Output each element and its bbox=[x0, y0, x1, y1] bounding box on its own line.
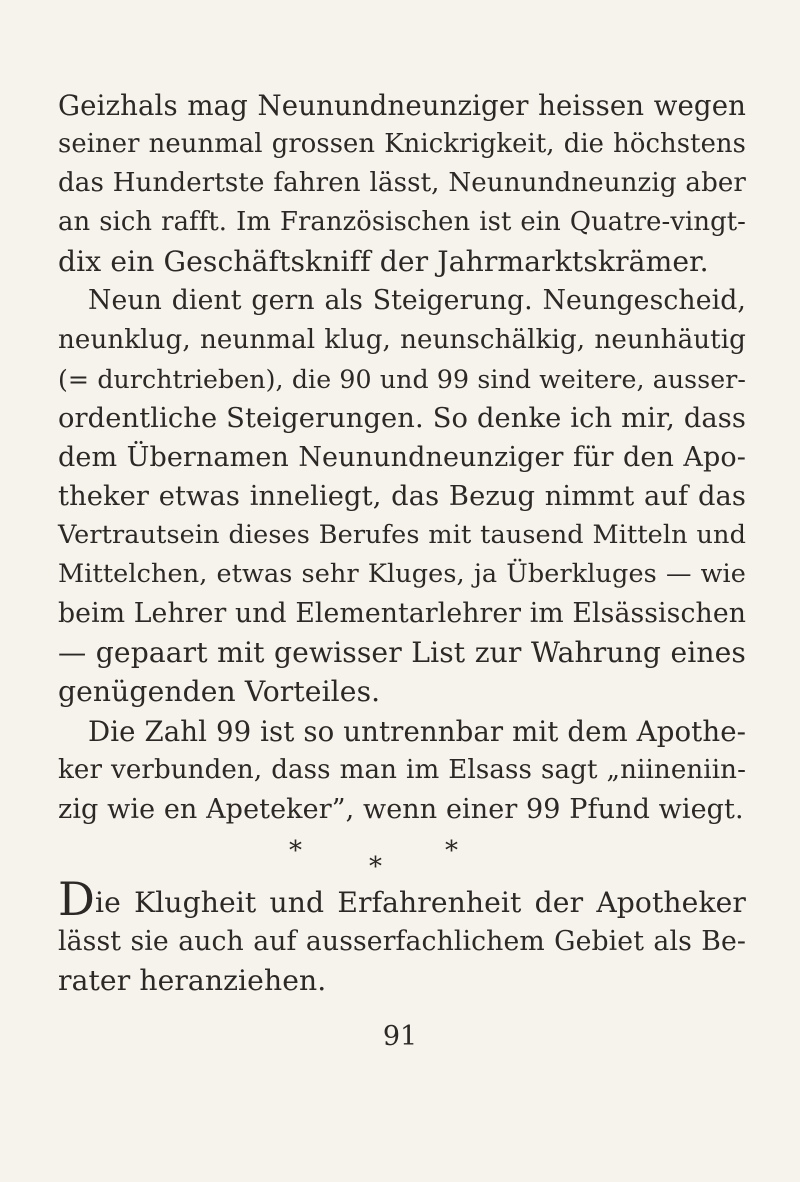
text-line: Die Zahl 99 ist so untrennbar mit dem Apothe- bbox=[88, 714, 747, 748]
text-line: ker verbunden, dass man im Elsass sagt „niineniin- bbox=[58, 754, 746, 785]
text-line: seiner neunmal grossen Knickrigkeit, die höchstens bbox=[58, 129, 746, 160]
text-line: (= durchtrieben), die 90 und 99 sind weitere, ausser- bbox=[58, 364, 746, 394]
section-text bbox=[58, 872, 746, 1000]
text-line: rater heranziehen. bbox=[58, 964, 327, 998]
text-line: Neun dient gern als Steigerung. Neungescheid, bbox=[88, 285, 746, 317]
page-number: 91 bbox=[382, 1021, 418, 1052]
text-line: theker etwas inneliegt, das Bezug nimmt auf das bbox=[58, 480, 746, 512]
text-line: an sich rafft. Im Französischen ist ein Quatre-vingt- bbox=[58, 207, 746, 238]
asterisk-left: * bbox=[289, 836, 302, 866]
text-line: beim Lehrer und Elementarlehrer im Elsässischen bbox=[58, 598, 746, 630]
asterisk-center: * bbox=[369, 852, 382, 882]
text-line: genügenden Vorteiles. bbox=[58, 675, 381, 709]
body-text bbox=[58, 86, 746, 829]
drop-cap: D bbox=[58, 872, 95, 926]
text-line: das Hundertste fahren lässt, Neunundneunzig aber bbox=[58, 168, 746, 199]
text-line: ordentliche Steigerungen. So denke ich mir, dass bbox=[58, 402, 746, 434]
text-line: Geizhals mag Neunundneunziger heissen wegen bbox=[58, 89, 746, 122]
text-line: neunklug, neunmal klug, neunschälkig, neunhäutig bbox=[58, 324, 746, 355]
text-line: dem Übernamen Neunundneunziger für den Apo- bbox=[58, 441, 746, 473]
text-line: lässt sie auch auf ausserfachlichem Gebiet als Be- bbox=[58, 926, 746, 958]
text-line: — gepaart mit gewisser List zur Wahrung eines bbox=[58, 636, 746, 670]
text-line: dix ein Geschäftskniff der Jahrmarktskrämer. bbox=[58, 245, 709, 279]
text-line-rest: ie Klugheit und Erfahrenheit der Apotheker bbox=[94, 886, 746, 919]
asterisk-right: * bbox=[445, 836, 458, 866]
text-line: Vertrautsein dieses Berufes mit tausend Mitteln und bbox=[58, 520, 746, 551]
text-line: zig wie en Apeteker”, wenn einer 99 Pfund wiegt. bbox=[58, 793, 744, 825]
text-line: Mittelchen, etwas sehr Kluges, ja Überkluges — wie bbox=[58, 559, 746, 590]
text-line-first bbox=[58, 872, 746, 926]
